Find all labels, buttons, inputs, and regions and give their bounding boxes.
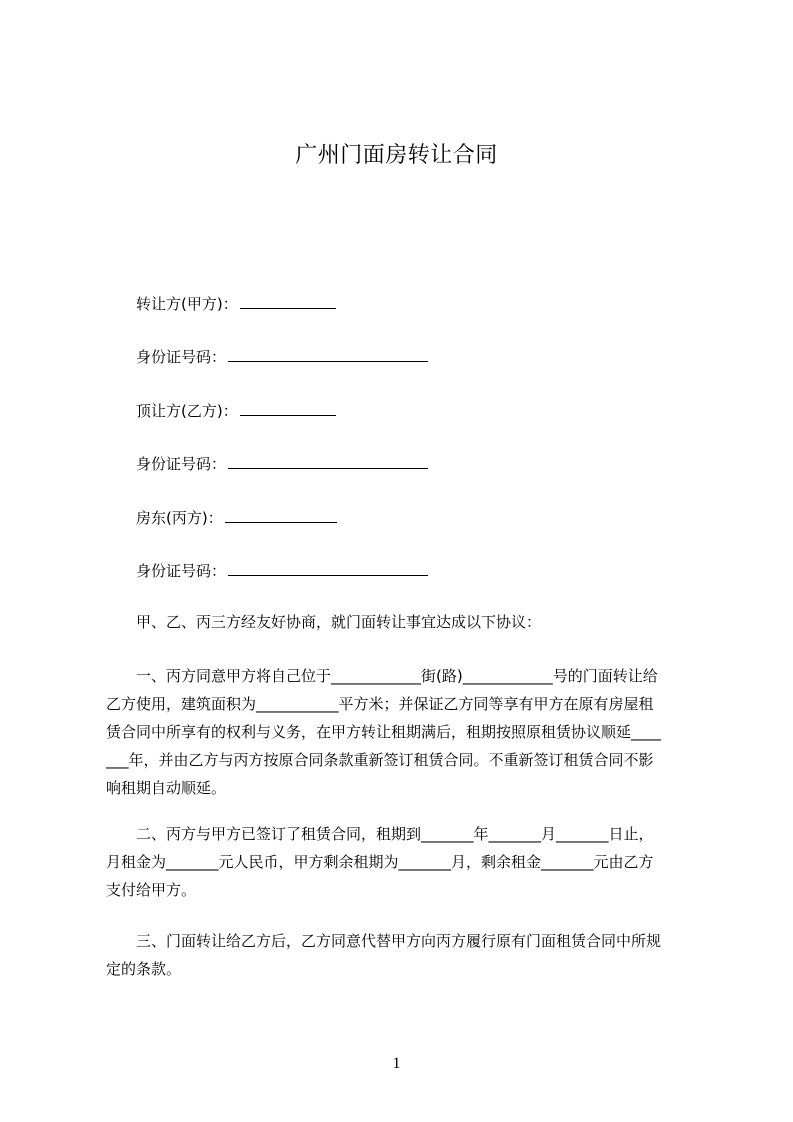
transferee-id-blank (228, 452, 428, 469)
clause-1-line: 响租期自动顺延。 (106, 779, 227, 797)
clause-1-line: 一、丙方同意甲方将自己位于____________街(路)____________号的门面转让给 (136, 667, 658, 685)
transferor-id-label: 身份证号码： (136, 348, 227, 366)
landlord-label: 房东(丙方)： (136, 509, 223, 527)
transferor-id-field (136, 345, 428, 368)
transferor-id-blank (228, 345, 428, 362)
landlord-id-blank (228, 559, 428, 576)
clause-3-line: 三、门面转让给乙方后，乙方同意代替甲方向丙方履行原有门面租赁合同中所规 (136, 932, 662, 950)
intro-paragraph (106, 608, 698, 636)
transferee-blank (240, 399, 336, 416)
clause-2-line: 二、丙方与甲方已签订了租赁合同，租期到_______年_______月_______日止， (136, 825, 654, 843)
clause-1-line: 赁合同中所享有的权利与义务，在甲方转让租期满后，租期按照原租赁协议顺延____ (106, 723, 662, 741)
document-title: 广州门面房转让合同 (295, 143, 498, 168)
landlord-id-label: 身份证号码： (136, 562, 227, 580)
landlord-field (136, 506, 337, 529)
landlord-id-field (136, 559, 428, 582)
transferor-field (136, 292, 336, 315)
clause-1-line: 乙方使用，建筑面积为___________平方米；并保证乙方同等享有甲方在原有房屋租 (106, 695, 654, 713)
page-number: 1 (392, 1055, 401, 1072)
transferee-id-label: 身份证号码： (136, 455, 227, 473)
clause-1-line: ___年，并由乙方与丙方按原合同条款重新签订租赁合同。不重新签订租赁合同不影 (106, 751, 654, 769)
intro-text: 甲、乙、丙三方经友好协商，就门面转让事宜达成以下协议： (136, 613, 542, 631)
transferee-field (136, 399, 336, 422)
landlord-blank (225, 506, 337, 523)
transferee-id-field (136, 452, 428, 475)
transferor-label: 转让方(甲方)： (136, 295, 238, 313)
transferor-blank (240, 292, 336, 309)
clause-2-line: 支付给甲方。 (106, 881, 197, 899)
clause-2-paragraph (106, 820, 698, 904)
clause-1-paragraph (106, 662, 698, 802)
clause-3-paragraph (106, 927, 698, 983)
clause-3-line: 定的条款。 (106, 960, 182, 978)
clause-2-line: 月租金为_______元人民币，甲方剩余租期为_______月，剩余租金_______元由乙方 (106, 853, 654, 871)
transferee-label: 顶让方(乙方)： (136, 402, 238, 420)
